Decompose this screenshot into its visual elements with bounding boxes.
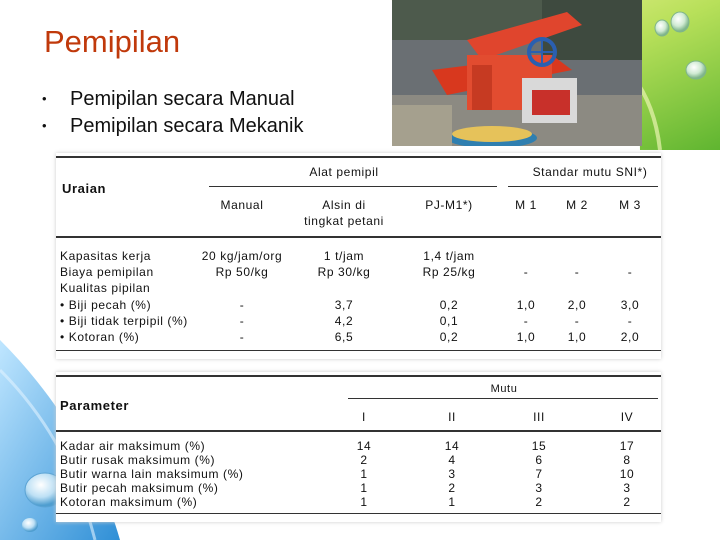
- header-manual: Manual: [220, 198, 264, 212]
- row-cell: 1,0: [516, 330, 536, 344]
- row-cell: -: [239, 298, 245, 312]
- bullet-item: • Pemipilan secara Manual: [42, 85, 303, 112]
- bullet-item: • Pemipilan secara Mekanik: [42, 112, 303, 139]
- row-cell: -: [523, 314, 529, 328]
- row-cell: 2: [623, 495, 631, 509]
- row-label: • Biji tidak terpipil (%): [60, 314, 188, 328]
- row-cell: 0,1: [439, 314, 459, 328]
- header-standar-mutu: Standar mutu SNI*): [532, 165, 648, 179]
- row-cell: 3,0: [620, 298, 640, 312]
- row-cell: -: [627, 314, 633, 328]
- row-cell: 7: [535, 467, 543, 481]
- header-tingkat-petani: tingkat petani: [304, 214, 384, 228]
- row-cell: 2: [448, 481, 456, 495]
- row-cell: -: [627, 265, 633, 279]
- header-alsin: Alsin di: [322, 198, 366, 212]
- row-cell: 14: [356, 439, 372, 453]
- row-cell: 2,0: [567, 298, 587, 312]
- row-cell: 4: [448, 453, 456, 467]
- row-cell: 3,7: [334, 298, 354, 312]
- table-rule: [56, 156, 661, 158]
- header-m2: M 2: [566, 198, 588, 212]
- bullet-list: [42, 85, 303, 139]
- header-parameter: Parameter: [60, 398, 129, 413]
- header-col-i: I: [362, 410, 366, 424]
- row-cell: 6,5: [334, 330, 354, 344]
- row-cell: 1,0: [567, 330, 587, 344]
- row-label: Butir warna lain maksimum (%): [60, 467, 244, 481]
- row-cell: -: [239, 330, 245, 344]
- quality-standard-table: [56, 372, 661, 522]
- row-cell: 8: [623, 453, 631, 467]
- row-cell: 0,2: [439, 330, 459, 344]
- table-rule: [508, 186, 658, 187]
- row-label: Kotoran maksimum (%): [60, 495, 198, 509]
- row-cell: 3: [535, 481, 543, 495]
- row-cell: 4,2: [334, 314, 354, 328]
- table-rule: [348, 398, 658, 399]
- row-label: Butir pecah maksimum (%): [60, 481, 219, 495]
- sheller-comparison-table: [56, 153, 661, 359]
- row-label: Kapasitas kerja: [60, 249, 152, 263]
- row-cell: 2,0: [620, 330, 640, 344]
- table-rule: [56, 350, 661, 351]
- row-cell: 1,4 t/jam: [423, 249, 475, 263]
- row-cell: Rp 30/kg: [317, 265, 371, 279]
- row-cell: 14: [444, 439, 460, 453]
- table-rule: [209, 186, 497, 187]
- header-alat-pemipil: Alat pemipil: [309, 165, 379, 179]
- row-label: Kualitas pipilan: [60, 281, 151, 295]
- header-mutu: Mutu: [490, 383, 518, 395]
- row-label: Butir rusak maksimum (%): [60, 453, 216, 467]
- row-cell: 10: [619, 467, 635, 481]
- row-label: Kadar air maksimum (%): [60, 439, 206, 453]
- row-cell: Rp 50/kg: [215, 265, 269, 279]
- row-cell: 1,0: [516, 298, 536, 312]
- row-cell: Rp 25/kg: [422, 265, 476, 279]
- row-cell: 2: [360, 453, 368, 467]
- row-cell: 1: [360, 481, 368, 495]
- header-col-iv: IV: [620, 410, 634, 424]
- table-rule: [56, 236, 661, 238]
- row-cell: 1: [448, 495, 456, 509]
- row-cell: -: [523, 265, 529, 279]
- slide-title: Pemipilan: [44, 24, 181, 59]
- row-label: Biaya pemipilan: [60, 265, 154, 279]
- row-cell: 3: [623, 481, 631, 495]
- table-rule: [56, 375, 661, 377]
- row-cell: -: [239, 314, 245, 328]
- row-cell: 0,2: [439, 298, 459, 312]
- corn-sheller-machine-photo: [392, 0, 642, 146]
- row-cell: 1: [360, 467, 368, 481]
- row-cell: 6: [535, 453, 543, 467]
- row-cell: -: [574, 265, 580, 279]
- table-rule: [56, 430, 661, 432]
- table-rule: [56, 513, 661, 514]
- header-uraian: Uraian: [62, 181, 107, 196]
- water-drop-icon: [640, 0, 720, 90]
- header-m3: M 3: [619, 198, 641, 212]
- row-cell: -: [574, 314, 580, 328]
- bullet-dot-icon: •: [42, 91, 47, 106]
- header-col-iii: III: [533, 410, 545, 424]
- row-cell: 1 t/jam: [323, 249, 365, 263]
- row-cell: 17: [619, 439, 635, 453]
- row-cell: 2: [535, 495, 543, 509]
- row-cell: 15: [531, 439, 547, 453]
- row-cell: 1: [360, 495, 368, 509]
- row-label: • Kotoran (%): [60, 330, 140, 344]
- header-m1: M 1: [515, 198, 537, 212]
- row-label: • Biji pecah (%): [60, 298, 152, 312]
- header-pj-m1: PJ-M1*): [425, 198, 473, 212]
- row-cell: 3: [448, 467, 456, 481]
- header-col-ii: II: [448, 410, 456, 424]
- bullet-dot-icon: •: [42, 118, 47, 133]
- row-cell: 20 kg/jam/org: [201, 249, 283, 263]
